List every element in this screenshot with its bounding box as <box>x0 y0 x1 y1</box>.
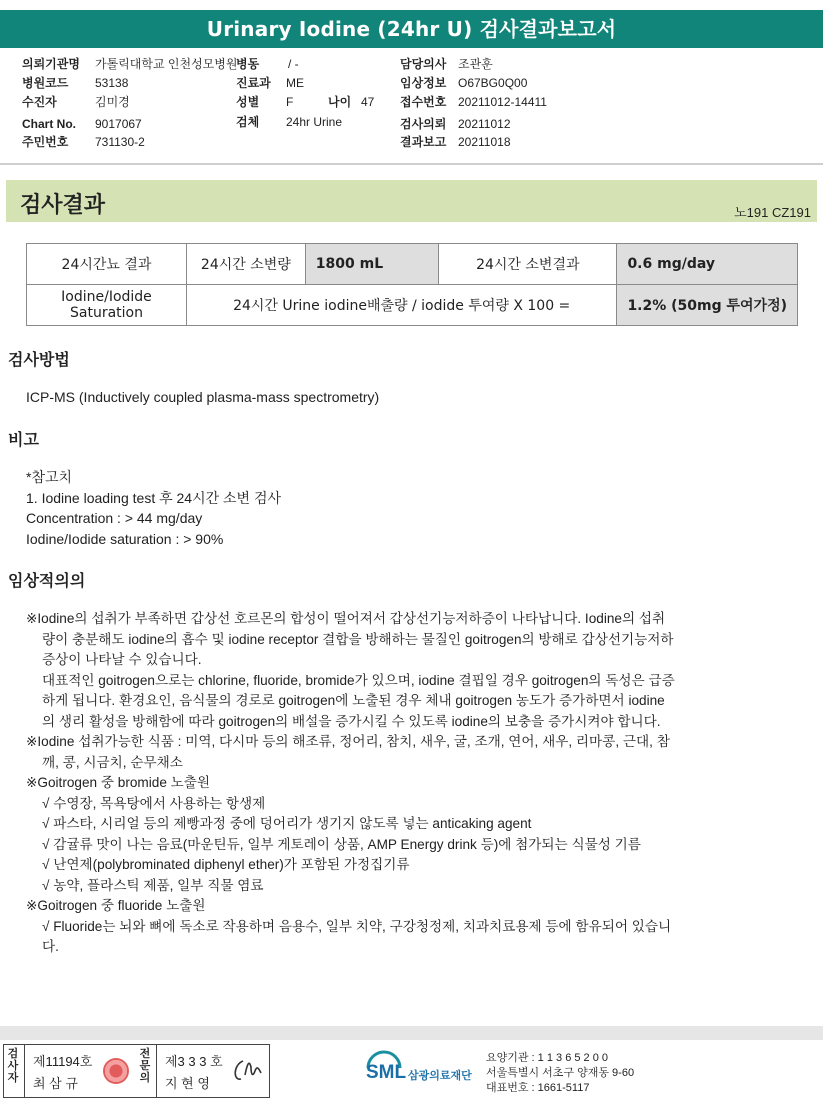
value-clinical-info: O67BG0Q00 <box>458 76 528 90</box>
value-ward: / - <box>288 57 299 71</box>
table-cell: 24시간 소변결과 <box>439 244 617 285</box>
clinical-line: √ 수영장, 목욕탕에서 사용하는 항생제 <box>42 795 266 811</box>
value-resident-no: 731130-2 <box>95 135 145 149</box>
value-department: ME <box>286 76 304 90</box>
tester-name: 최 삼 규 <box>33 1076 78 1091</box>
clinical-line: √ 파스타, 시리얼 등의 제빵과정 중에 덩어리가 생기지 않도록 넣는 anticaking agent <box>42 816 532 831</box>
specialist-cell <box>156 1045 269 1097</box>
signature-box <box>3 1044 270 1098</box>
label-hospital-code: 병원코드 <box>22 76 69 90</box>
clinical-line: 하게 됩니다. 환경요인, 음식물의 경로로 goitrogen에 노출된 경우 체내 goitrogen 농도가 증가하면서 iodine <box>42 693 665 708</box>
table-cell: 1.2% (50mg 투여가정) <box>617 285 798 326</box>
clinical-line: ※Iodine 섭취가능한 식품 : 미역, 다시마 등의 해조류, 정어리, 참치, 새우, 굴, 조개, 연어, 새우, 리마콩, 근대, 참 <box>26 734 670 749</box>
tester-label-text: 검사자 <box>7 1048 19 1084</box>
label-department: 진료과 <box>236 76 271 90</box>
clinical-line: √ 농약, 플라스틱 제품, 일부 직물 염료 <box>42 877 264 893</box>
result-section-header <box>6 180 817 222</box>
clinical-line: 다. <box>42 939 59 954</box>
remark-lines <box>26 467 281 549</box>
remark-line: Concentration : > 44 mg/day <box>26 510 203 526</box>
sml-logo <box>364 1050 484 1090</box>
clinical-line: ※Goitrogen 중 fluoride 노출원 <box>26 898 206 913</box>
clinical-line: 의 생리 활성을 방해함에 따라 goitrogen의 배설을 증가시킬 수 있도록 iodine의 보충을 증가시켜야 합니다. <box>42 713 661 729</box>
value-accession-no: 20211012-14411 <box>458 95 547 109</box>
tester-cell <box>24 1045 137 1097</box>
result-section-code: 노191 CZ191 <box>734 205 811 220</box>
label-patient: 수진자 <box>22 95 57 109</box>
label-specimen: 검체 <box>236 115 260 129</box>
specialist-label-text: 전문의 <box>139 1048 151 1084</box>
signature-icon <box>229 1055 265 1087</box>
label-clinical-info: 임상정보 <box>400 76 447 90</box>
clinical-lines <box>26 609 675 958</box>
method-title: 검사방법 <box>8 350 70 369</box>
address: 서울특별시 서초구 양재동 9-60 <box>486 1067 635 1079</box>
label-resident-no: 주민번호 <box>22 135 69 149</box>
result-table <box>26 243 798 326</box>
footer-band <box>0 1026 823 1040</box>
tester-license-no: 제11194호 <box>33 1054 93 1069</box>
label-doctor: 담당의사 <box>400 57 447 71</box>
label-accession-no: 접수번호 <box>400 95 447 109</box>
table-row <box>27 285 798 326</box>
value-requesting-institution: 가톨릭대학교 인천성모병원 <box>95 57 238 71</box>
value-doctor: 조관훈 <box>458 57 493 71</box>
label-sex: 성별 <box>236 95 260 109</box>
result-section-title: 검사결과 <box>20 193 106 218</box>
specialist-license-no: 제3 3 3 호 <box>165 1054 223 1069</box>
clinical-line: 깨, 콩, 시금치, 순무채소 <box>42 754 183 770</box>
clinical-title: 임상적의의 <box>8 571 86 590</box>
logo-text: SML <box>366 1062 407 1083</box>
clinical-line: √ Fluoride는 뇌와 뼈에 독소로 작용하며 음용수, 일부 치약, 구강청정제, 치과치료용제 등에 함유되어 있습니 <box>42 918 672 934</box>
label-age: 나이 <box>328 95 352 109</box>
value-specimen: 24hr Urine <box>286 115 343 129</box>
table-cell: 0.6 mg/day <box>617 244 798 285</box>
value-age: 47 <box>361 95 375 109</box>
report-title: Urinary Iodine (24hr U) 검사결과보고서 <box>0 10 823 48</box>
remark-line: 1. Iodine loading test 후 24시간 소변 검사 <box>26 489 282 506</box>
value-chart-no: 9017067 <box>95 117 142 131</box>
clinical-line: √ 감귤류 맛이 나는 음료(마운틴듀, 일부 게토레이 상품, AMP Energy drink 등)에 첨가되는 식물성 기름 <box>42 836 641 852</box>
clinical-line: ※Goitrogen 중 bromide 노출원 <box>26 775 211 790</box>
table-cell: 1800 mL <box>305 244 438 285</box>
value-patient: 김미경 <box>95 95 130 109</box>
label-request-date: 검사의뢰 <box>400 117 447 131</box>
method-text: ICP-MS (Inductively coupled plasma-mass spectrometry) <box>26 389 380 405</box>
label-ward: 병동 <box>236 57 260 71</box>
label-chart-no: Chart No. <box>22 117 76 131</box>
clinical-line: ※Iodine의 섭취가 부족하면 갑상선 호르몬의 합성이 떨어져서 갑상선기능저하증이 나타납니다. Iodine의 섭취 <box>26 611 666 626</box>
remark-line: Iodine/Iodide saturation : > 90% <box>26 530 224 547</box>
clinical-line: √ 난연제(polybrominated diphenyl ether)가 포함된 가정집기류 <box>42 857 410 872</box>
value-request-date: 20211012 <box>458 117 511 131</box>
remark-title: 비고 <box>8 430 39 449</box>
contact-info <box>486 1051 634 1096</box>
patient-info <box>0 55 823 155</box>
specialist-label <box>139 1048 153 1084</box>
value-hospital-code: 53138 <box>95 76 129 90</box>
tester-label <box>7 1048 21 1084</box>
label-report-date: 결과보고 <box>400 135 447 149</box>
table-cell: 24시간 Urine iodine배출량 / iodide 투여량 X 100 = <box>186 285 616 326</box>
seal-stamp <box>103 1058 129 1084</box>
divider <box>0 163 823 165</box>
phone: 대표번호 : 1661-5117 <box>486 1082 590 1094</box>
care-code: 요양기관 : 1 1 3 6 5 2 0 0 <box>486 1052 609 1064</box>
table-cell: 24시간 소변량 <box>186 244 305 285</box>
label-requesting-institution: 의뢰기관명 <box>22 57 80 71</box>
clinical-line: 증상이 나타날 수 있습니다. <box>42 652 202 667</box>
remark-line: *참고치 <box>26 469 73 485</box>
table-cell: Iodine/Iodide Saturation <box>27 285 187 326</box>
specialist-name: 지 현 영 <box>165 1076 210 1091</box>
clinical-line: 량이 충분해도 iodine의 흡수 및 iodine receptor 결합을 방해하는 물질인 goitrogen의 방해로 갑상선기능저하 <box>42 631 674 647</box>
table-row <box>27 244 798 285</box>
value-sex: F <box>286 95 294 109</box>
institute-name: 삼광의료재단 <box>408 1070 472 1082</box>
table-cell: 24시간뇨 결과 <box>27 244 187 285</box>
value-report-date: 20211018 <box>458 135 511 149</box>
clinical-line: 대표적인 goitrogen으로는 chlorine, fluoride, bromide가 있으며, iodine 결핍일 경우 goitrogen의 독성은 급증 <box>42 672 675 688</box>
